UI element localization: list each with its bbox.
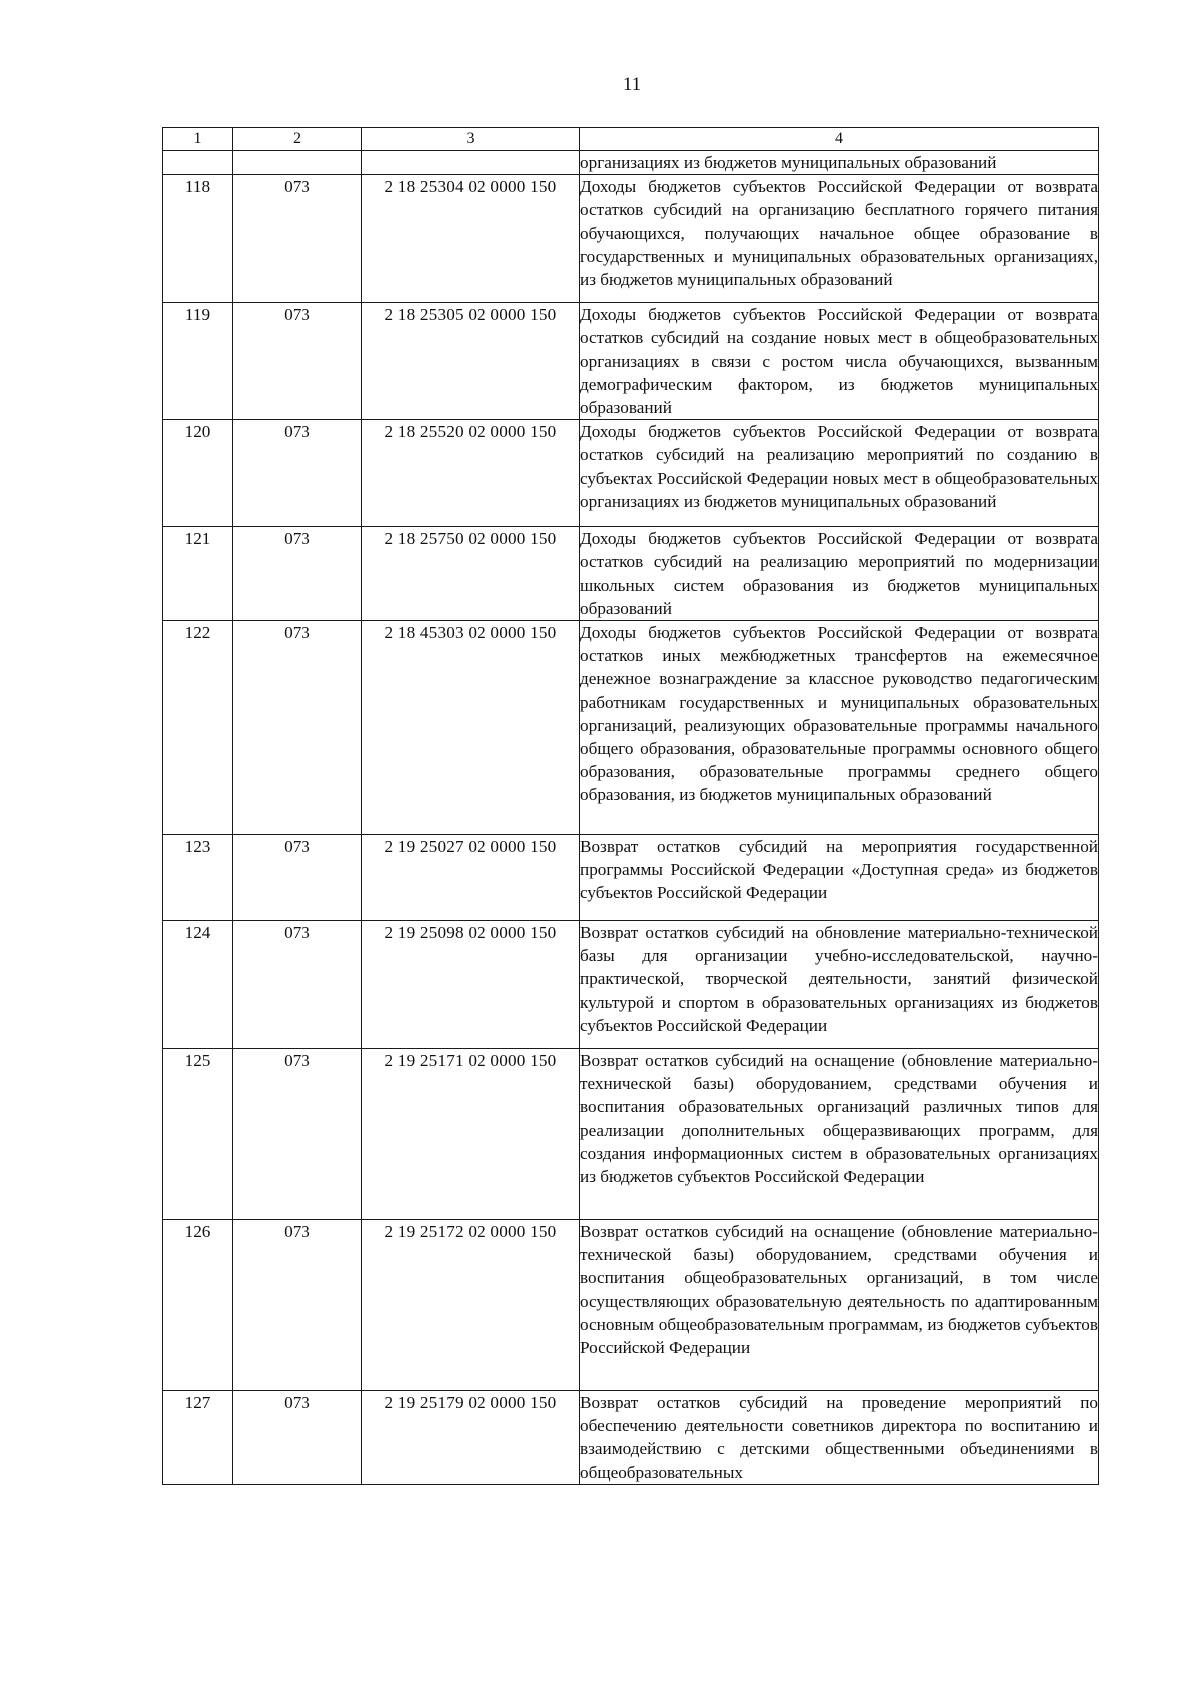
- budget-classification-code: 2 19 25172 02 0000 150: [362, 1220, 580, 1391]
- revenue-description: Возврат остатков субсидий на проведение мероприятий по обеспечению деятельности советников директора по воспитанию и взаимодействию с детскими общественными объединениями в общеобразовательных: [580, 1391, 1099, 1485]
- revenue-description: Доходы бюджетов субъектов Российской Федерации от возврата остатков субсидий на создание новых мест в общеобразовательных организациях в связи с ростом числа обучающихся, вызванным демографическим фактором, из бюджетов муниципальных образований: [580, 303, 1099, 420]
- budget-classification-code: 2 19 25179 02 0000 150: [362, 1391, 580, 1485]
- page-number: 11: [622, 74, 642, 95]
- admin-code: 073: [233, 1049, 362, 1220]
- revenue-description: Доходы бюджетов субъектов Российской Федерации от возврата остатков субсидий на организацию бесплатного горячего питания обучающихся, получающих начальное общее образование в государственных и муниципальных образовательных организациях, из бюджетов муниципальных образований: [580, 175, 1099, 303]
- row-number: 121: [163, 527, 233, 621]
- table-row: [163, 420, 1099, 527]
- budget-classification-code: 2 18 25305 02 0000 150: [362, 303, 580, 420]
- budget-classification-code: 2 18 25520 02 0000 150: [362, 420, 580, 527]
- table-row: [163, 175, 1099, 303]
- admin-code: 073: [233, 621, 362, 835]
- budget-classification-code: 2 18 45303 02 0000 150: [362, 621, 580, 835]
- budget-classification-code: 2 18 25304 02 0000 150: [362, 175, 580, 303]
- revenue-codes-table: [162, 127, 1099, 1485]
- admin-code: 073: [233, 835, 362, 921]
- row-number: 118: [163, 175, 233, 303]
- continuation-text: организациях из бюджетов муниципальных образований: [580, 151, 1099, 175]
- row-number: 120: [163, 420, 233, 527]
- table-row: [163, 1391, 1099, 1485]
- admin-code: 073: [233, 420, 362, 527]
- table-header-row: [163, 128, 1099, 151]
- empty-cell: [233, 151, 362, 175]
- budget-classification-code: 2 19 25171 02 0000 150: [362, 1049, 580, 1220]
- table-row: [163, 1049, 1099, 1220]
- row-number: 126: [163, 1220, 233, 1391]
- revenue-description: Возврат остатков субсидий на мероприятия государственной программы Российской Федерации «Доступная среда» из бюджетов субъектов Российской Федерации: [580, 835, 1099, 921]
- table-row: [163, 621, 1099, 835]
- row-number: 123: [163, 835, 233, 921]
- row-number: 119: [163, 303, 233, 420]
- row-number: 122: [163, 621, 233, 835]
- table-row: [163, 303, 1099, 420]
- empty-cell: [362, 151, 580, 175]
- table-row: [163, 835, 1099, 921]
- header-cell: 2: [233, 128, 362, 151]
- revenue-description: Доходы бюджетов субъектов Российской Федерации от возврата остатков субсидий на реализацию мероприятий по созданию в субъектах Российской Федерации новых мест в общеобразовательных организациях из бюджетов муниципальных образований: [580, 420, 1099, 527]
- row-number: 125: [163, 1049, 233, 1220]
- header-cell: 4: [580, 128, 1099, 151]
- revenue-description: Возврат остатков субсидий на оснащение (обновление материально-технической базы) оборудованием, средствами обучения и воспитания общеобразовательных организаций, в том числе осуществляющих образовательную деятельность по адаптированным основным общеобразовательным программам, из бюджетов субъектов Российской Федерации: [580, 1220, 1099, 1391]
- table-row: [163, 1220, 1099, 1391]
- admin-code: 073: [233, 303, 362, 420]
- revenue-description: Доходы бюджетов субъектов Российской Федерации от возврата остатков иных межбюджетных трансфертов на ежемесячное денежное вознаграждение за классное руководство педагогическим работникам государственных и муниципальных образовательных организаций, реализующих образовательные программы начального общего образования, образовательные программы основного общего образования, образовательные программы среднего общего образования, из бюджетов муниципальных образований: [580, 621, 1099, 835]
- header-cell: 3: [362, 128, 580, 151]
- revenue-description: Возврат остатков субсидий на обновление материально-технической базы для организации учебно-исследовательской, научно-практической, творческой деятельности, занятий физической культурой и спортом в образовательных организациях из бюджетов субъектов Российской Федерации: [580, 921, 1099, 1049]
- admin-code: 073: [233, 921, 362, 1049]
- table-row: [163, 921, 1099, 1049]
- continuation-row: [163, 151, 1099, 175]
- budget-classification-code: 2 18 25750 02 0000 150: [362, 527, 580, 621]
- budget-classification-code: 2 19 25098 02 0000 150: [362, 921, 580, 1049]
- admin-code: 073: [233, 1220, 362, 1391]
- row-number: 124: [163, 921, 233, 1049]
- row-number: 127: [163, 1391, 233, 1485]
- header-cell: 1: [163, 128, 233, 151]
- budget-classification-code: 2 19 25027 02 0000 150: [362, 835, 580, 921]
- revenue-description: Доходы бюджетов субъектов Российской Федерации от возврата остатков субсидий на реализацию мероприятий по модернизации школьных систем образования из бюджетов муниципальных образований: [580, 527, 1099, 621]
- table-row: [163, 527, 1099, 621]
- admin-code: 073: [233, 175, 362, 303]
- empty-cell: [163, 151, 233, 175]
- revenue-description: Возврат остатков субсидий на оснащение (обновление материально-технической базы) оборудованием, средствами обучения и воспитания образовательных организаций различных типов для реализации дополнительных общеразвивающих программ, для создания информационных систем в образовательных организациях из бюджетов субъектов Российской Федерации: [580, 1049, 1099, 1220]
- admin-code: 073: [233, 527, 362, 621]
- admin-code: 073: [233, 1391, 362, 1485]
